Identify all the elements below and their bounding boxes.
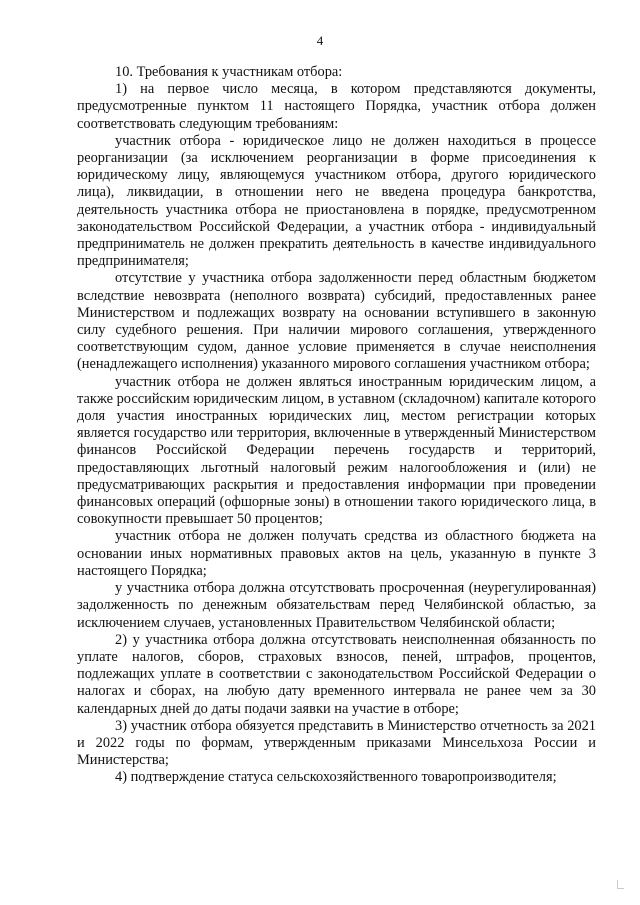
- paragraph-debt-subsidies: отсутствие у участника отбора задолженности перед областным бюджетом вследствие невозврата (неполного возврата) субсидий, предоставленных ранее Министерством и подлежащих возврату на основании вступившего в законную силу судебного решения. При наличии мирового соглашения, утвержденного соответствующим судом, данное условие применяется в случае неисполнения (ненадлежащего исполнения) указанного мирового соглашения участником отбора;: [77, 270, 596, 373]
- paragraph-overdue-debt: у участника отбора должна отсутствовать просроченная (неурегулированная) задолженность по денежным обязательствам перед Челябинской областью, за исключением случаев, установленных Правительством Челябинской области;: [77, 580, 596, 631]
- paragraph-item-3-reporting: 3) участник отбора обязуется представить в Министерство отчетность за 2021 и 2022 годы по формам, утвержденным приказами Минсельхоза России и Министерства;: [77, 717, 596, 769]
- section-heading: 10. Требования к участникам отбора:: [115, 64, 343, 80]
- paragraph-foreign-entity: участник отбора не должен являться иностранным юридическим лицом, а также российским юридическим лицом, в уставном (складочном) капитале которого доля участия иностранных юридических лиц, местом регистрации которых является государство или территория, включенные в утвержденный Министерством финансов Российской Федерации перечень государств и территорий, предоставляющих льготный налоговый режим налогообложения и (или) не предусматривающих раскрытия и предоставления информации при проведении финансовых операций (офшорные зоны) в отношении такого юридического лица, в совокупности превышает 50 процентов;: [77, 373, 596, 528]
- corner-mark: [617, 880, 624, 889]
- paragraph-item-4-status: 4) подтверждение статуса сельскохозяйственного товаропроизводителя;: [115, 769, 557, 786]
- paragraph-item-1: 1) на первое число месяца, в котором представляются документы, предусмотренные пунктом 11 настоящего Порядка, участник отбора должен соответствовать следующим требованиям:: [77, 81, 596, 132]
- paragraph-item-2-taxes: 2) у участника отбора должна отсутствовать неисполненная обязанность по уплате налогов, сборов, страховых взносов, пеней, штрафов, процентов, подлежащих уплате в соответствии с законодательством Российской Федерации о налогах и сборах, на любую дату временного интервала не ранее чем за 30 календарных дней до даты подачи заявки на участие в отборе;: [77, 631, 596, 717]
- paragraph-reorganization: участник отбора - юридическое лицо не должен находиться в процессе реорганизации (за исключением реорганизации в форме присоединения к юридическому лицу, являющемуся участником отбора, другого юридического лица), ликвидации, в отношении него не введена процедура банкротства, деятельность участника отбора не приостановлена в порядке, предусмотренном законодательством Российской Федерации, а участник отбора - индивидуальный предприниматель не должен прекратить деятельность в качестве индивидуального предпринимателя;: [77, 132, 596, 270]
- document-body: [77, 64, 596, 787]
- paragraph-other-funds: участник отбора не должен получать средства из областного бюджета на основании иных нормативных правовых актов на цель, указанную в пункте 3 настоящего Порядка;: [77, 528, 596, 579]
- page-number: 4: [316, 33, 324, 48]
